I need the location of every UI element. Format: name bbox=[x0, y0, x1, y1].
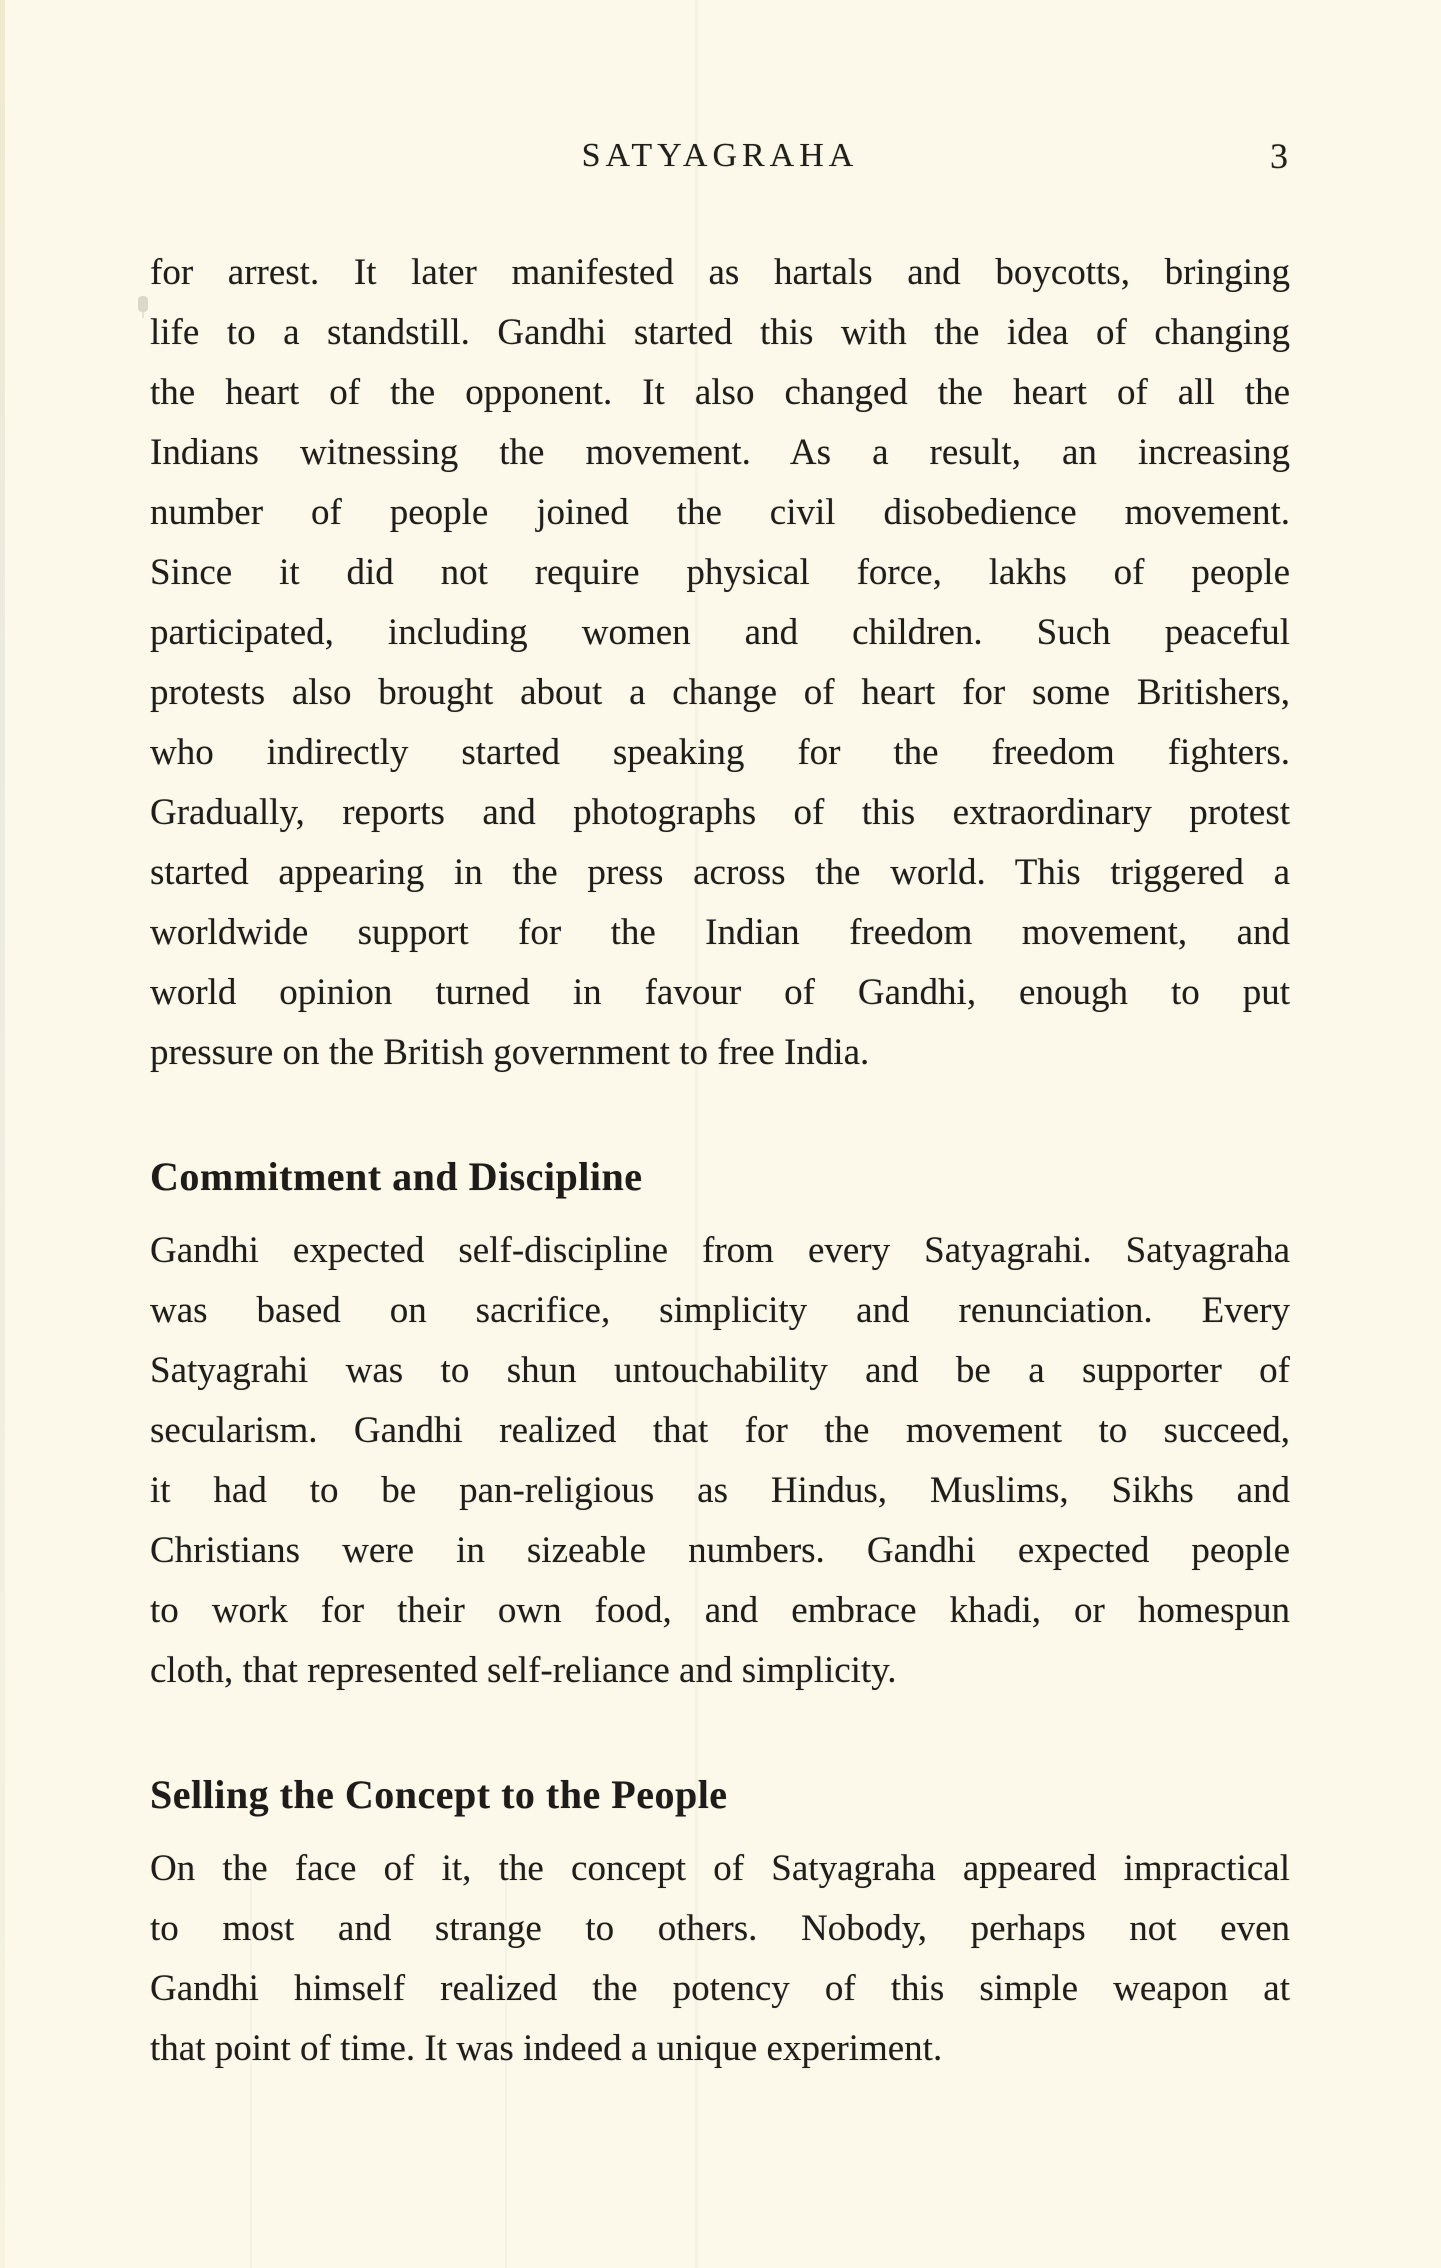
text-line: Gradually, reports and photographs of this extraordinary protest bbox=[150, 792, 1290, 833]
text-line: protests also brought about a change of heart for some Britishers, bbox=[150, 672, 1290, 713]
text-line: was based on sacrifice, simplicity and renunciation. Every bbox=[150, 1290, 1290, 1331]
paragraph bbox=[150, 1839, 1290, 2079]
text-line: the heart of the opponent. It also changed the heart of all the bbox=[150, 372, 1290, 413]
text-line: cloth, that represented self-reliance and simplicity. bbox=[150, 1650, 897, 1691]
section-heading: Commitment and Discipline bbox=[150, 1154, 643, 1199]
text-line: Gandhi himself realized the potency of this simple weapon at bbox=[150, 1968, 1290, 2009]
text-line: Indians witnessing the movement. As a result, an increasing bbox=[150, 432, 1290, 473]
text-line: to work for their own food, and embrace khadi, or homespun bbox=[150, 1590, 1290, 1631]
scan-edge-shading bbox=[0, 0, 5, 2268]
text-line: life to a standstill. Gandhi started this with the idea of changing bbox=[150, 312, 1290, 353]
text-line: Since it did not require physical force, lakhs of people bbox=[150, 552, 1290, 593]
text-line: who indirectly started speaking for the freedom fighters. bbox=[150, 732, 1290, 773]
text-line: to most and strange to others. Nobody, perhaps not even bbox=[150, 1908, 1290, 1949]
text-line: that point of time. It was indeed a unique experiment. bbox=[150, 2028, 943, 2069]
text-line: world opinion turned in favour of Gandhi, enough to put bbox=[150, 972, 1290, 1013]
text-line: for arrest. It later manifested as hartals and boycotts, bringing bbox=[150, 252, 1290, 293]
page-number: 3 bbox=[1270, 136, 1288, 176]
text-line: Gandhi expected self-discipline from every Satyagrahi. Satyagraha bbox=[150, 1230, 1290, 1271]
text-line: pressure on the British government to free India. bbox=[150, 1032, 870, 1073]
section-heading: Selling the Concept to the People bbox=[150, 1772, 728, 1817]
text-line: started appearing in the press across the world. This triggered a bbox=[150, 852, 1290, 893]
text-line: worldwide support for the Indian freedom movement, and bbox=[150, 912, 1290, 953]
running-header bbox=[150, 134, 1290, 178]
running-header-title: SATYAGRAHA bbox=[581, 137, 859, 174]
text-line: number of people joined the civil disobedience movement. bbox=[150, 492, 1290, 533]
content-blocks bbox=[150, 243, 1290, 2079]
text-line: participated, including women and children. Such peaceful bbox=[150, 612, 1290, 653]
scan-artifact bbox=[138, 296, 148, 312]
text-line: Christians were in sizeable numbers. Gandhi expected people bbox=[150, 1530, 1290, 1571]
text-line: secularism. Gandhi realized that for the movement to succeed, bbox=[150, 1410, 1290, 1451]
paragraph bbox=[150, 1221, 1290, 1701]
text-line: On the face of it, the concept of Satyagraha appeared impractical bbox=[150, 1848, 1290, 1889]
text-line: Satyagrahi was to shun untouchability and be a supporter of bbox=[150, 1350, 1290, 1391]
paragraph bbox=[150, 243, 1290, 1083]
text-line: it had to be pan-religious as Hindus, Muslims, Sikhs and bbox=[150, 1470, 1290, 1511]
